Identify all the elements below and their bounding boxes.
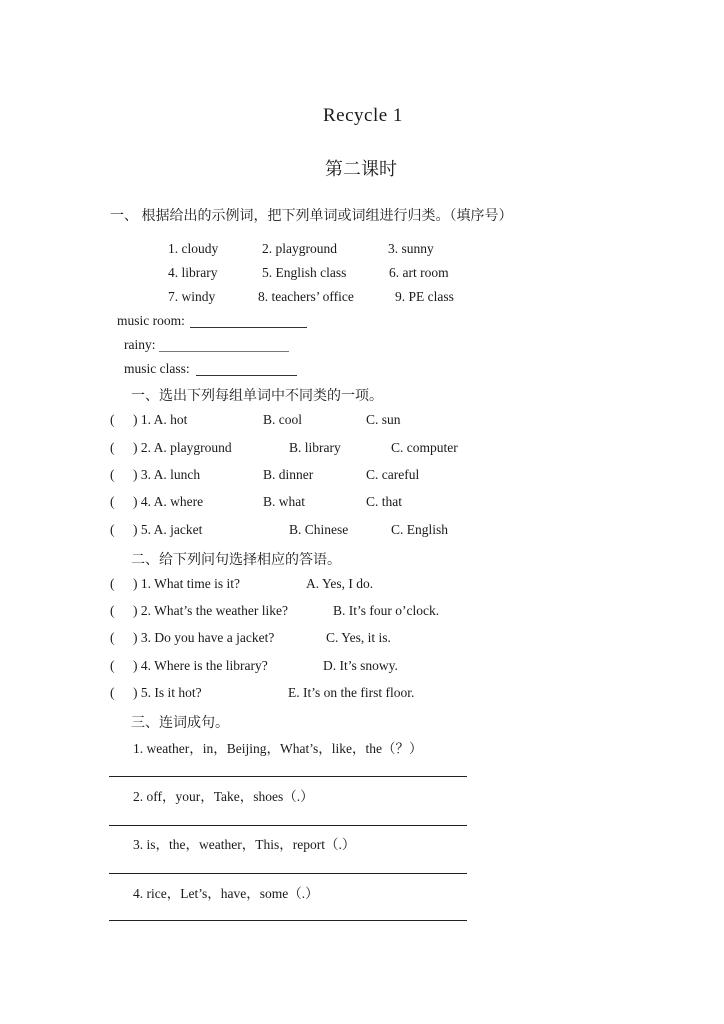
answer-line[interactable] bbox=[109, 873, 467, 874]
sentence-prompt: 4. rice，Let’s，have，some（.） bbox=[133, 886, 319, 901]
answer-paren[interactable]: ( bbox=[110, 603, 115, 618]
answer-paren[interactable]: ( bbox=[110, 522, 115, 537]
category-label: music class: bbox=[124, 361, 190, 376]
question-option-c: C. that bbox=[366, 494, 402, 509]
answer-paren[interactable]: ( bbox=[110, 576, 115, 591]
answer-option: E. It’s on the first floor. bbox=[288, 685, 415, 700]
sentence-prompt: 1. weather，in，Beijing，What’s，like，the（？） bbox=[133, 741, 423, 756]
page-title: Recycle 1 bbox=[323, 105, 403, 126]
answer-paren[interactable]: ( bbox=[110, 467, 115, 482]
question-text: ) 2. What’s the weather like? bbox=[133, 603, 288, 618]
section2-heading: 一、选出下列每组单词中不同类的一项。 bbox=[131, 389, 383, 404]
answer-paren[interactable]: ( bbox=[110, 685, 115, 700]
question-option-c: C. careful bbox=[366, 467, 420, 482]
word-item: 1. cloudy bbox=[168, 241, 219, 256]
question-text: ) 5. Is it hot? bbox=[133, 685, 202, 700]
answer-paren[interactable]: ( bbox=[110, 412, 115, 427]
answer-blank[interactable] bbox=[190, 327, 307, 328]
question-option-a: ) 1. A. hot bbox=[133, 412, 188, 427]
question-option-b: B. dinner bbox=[263, 467, 314, 482]
answer-line[interactable] bbox=[109, 920, 467, 921]
answer-blank[interactable] bbox=[196, 375, 297, 376]
question-text: ) 4. Where is the library? bbox=[133, 658, 268, 673]
word-item: 2. playground bbox=[262, 241, 337, 256]
question-option-b: B. what bbox=[263, 494, 305, 509]
section3-heading: 二、给下列问句选择相应的答语。 bbox=[131, 553, 341, 568]
question-option-b: B. library bbox=[289, 440, 341, 455]
word-item: 6. art room bbox=[389, 265, 449, 280]
category-label: music room: bbox=[117, 313, 185, 328]
answer-option: D. It’s snowy. bbox=[323, 658, 398, 673]
word-item: 4. library bbox=[168, 265, 218, 280]
answer-line[interactable] bbox=[109, 776, 467, 777]
question-option-c: C. computer bbox=[391, 440, 458, 455]
question-text: ) 1. What time is it? bbox=[133, 576, 240, 591]
question-option-a: ) 5. A. jacket bbox=[133, 522, 203, 537]
sentence-prompt: 2. off，your，Take，shoes（.） bbox=[133, 789, 314, 804]
answer-paren[interactable]: ( bbox=[110, 440, 115, 455]
answer-line[interactable] bbox=[109, 825, 467, 826]
answer-paren[interactable]: ( bbox=[110, 494, 115, 509]
question-option-c: C. English bbox=[391, 522, 449, 537]
word-item: 3. sunny bbox=[388, 241, 434, 256]
word-item: 5. English class bbox=[262, 265, 347, 280]
word-item: 8. teachers’ office bbox=[258, 289, 354, 304]
category-label: rainy: bbox=[124, 337, 156, 352]
word-item: 7. windy bbox=[168, 289, 216, 304]
question-option-b: B. cool bbox=[263, 412, 302, 427]
sentence-prompt: 3. is，the，weather，This，report（.） bbox=[133, 837, 356, 852]
answer-paren[interactable]: ( bbox=[110, 630, 115, 645]
question-option-a: ) 2. A. playground bbox=[133, 440, 232, 455]
question-option-c: C. sun bbox=[366, 412, 401, 427]
question-option-b: B. Chinese bbox=[289, 522, 349, 537]
word-item: 9. PE class bbox=[395, 289, 454, 304]
question-option-a: ) 4. A. where bbox=[133, 494, 204, 509]
question-option-a: ) 3. A. lunch bbox=[133, 467, 201, 482]
answer-option: B. It’s four o’clock. bbox=[333, 603, 440, 618]
answer-option: C. Yes, it is. bbox=[326, 630, 391, 645]
page-subtitle: 第二课时 bbox=[325, 159, 397, 179]
answer-blank[interactable] bbox=[159, 351, 289, 352]
section4-heading: 三、连词成句。 bbox=[131, 716, 229, 731]
section1-heading: 一、 根据给出的示例词，把下列单词或词组进行归类。（填序号） bbox=[110, 209, 513, 224]
question-text: ) 3. Do you have a jacket? bbox=[133, 630, 275, 645]
answer-option: A. Yes, I do. bbox=[306, 576, 374, 591]
answer-paren[interactable]: ( bbox=[110, 658, 115, 673]
